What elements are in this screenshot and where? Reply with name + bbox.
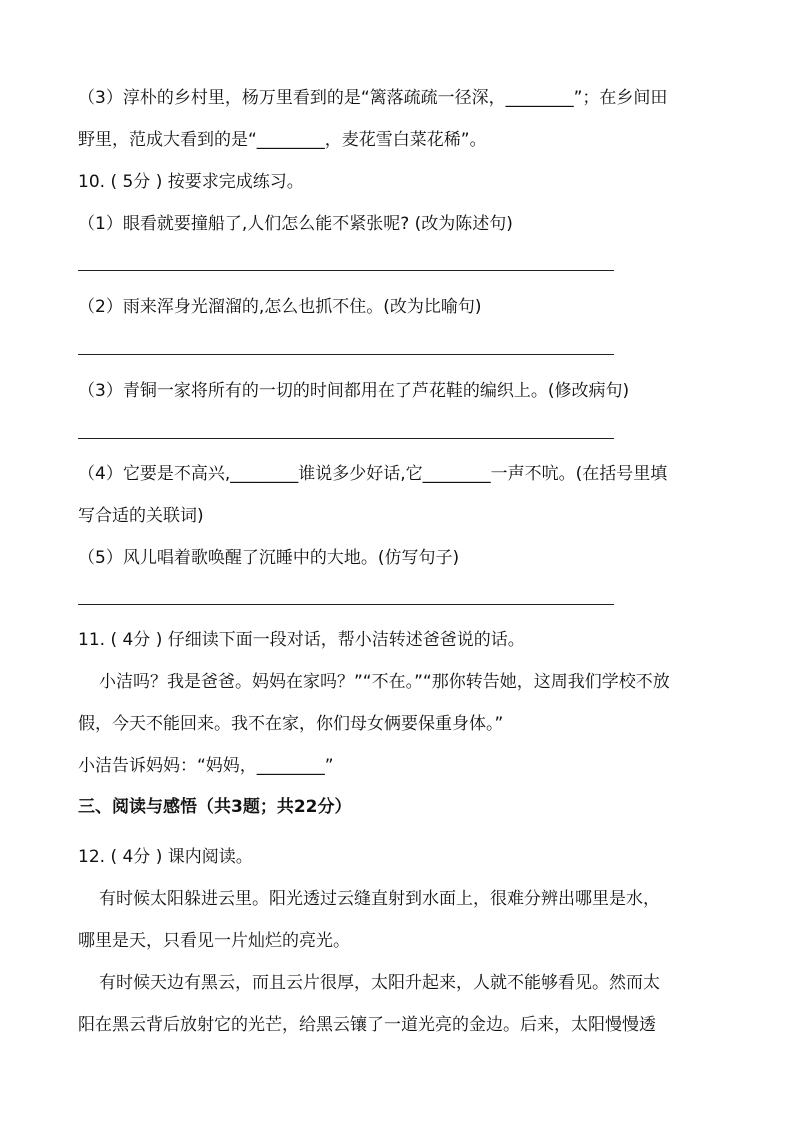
q11-answer-prompt: 小洁告诉妈妈：“妈妈，________” xyxy=(78,756,334,776)
q11-heading: 11. ( 4分 ) 仔细读下面一段对话，帮小洁转述爸爸说的话。 xyxy=(78,630,525,650)
passage-line4: 阳在黑云背后放射它的光芒，给黑云镶了一道光亮的金边。后来，太阳慢慢透 xyxy=(78,1015,656,1035)
q10-item5: （5）风儿唱着歌唤醒了沉睡中的大地。(仿写句子) xyxy=(78,548,460,568)
passage-line3: 有时候天边有黑云，而且云片很厚，太阳升起来，人就不能够看见。然而太 xyxy=(99,973,660,993)
section-3-heading: 三、阅读与感悟（共3题；共22分） xyxy=(78,797,352,817)
answer-line-1[interactable] xyxy=(78,270,614,271)
q10-item4-line2: 写合适的关联词) xyxy=(78,506,204,526)
answer-line-3[interactable] xyxy=(78,438,614,439)
passage-line2: 哪里是天，只看见一片灿烂的亮光。 xyxy=(78,931,350,951)
q10-item4-line1: （4）它要是不高兴,________谁说多少好话,它________一声不吭。(在括号里填 xyxy=(78,464,668,484)
q9-part3-line1: （3）淳朴的乡村里，杨万里看到的是“篱落疏疏一径深，________”；在乡间田 xyxy=(78,88,668,108)
q10-heading: 10. ( 5分 ) 按要求完成练习。 xyxy=(78,172,304,192)
q11-dialogue-line2: 假，今天不能回来。我不在家，你们母女俩要保重身体。” xyxy=(78,714,504,734)
q10-item1: （1）眼看就要撞船了,人们怎么能不紧张呢? (改为陈述句) xyxy=(78,214,513,234)
passage-line1: 有时候太阳躲进云里。阳光透过云缝直射到水面上，很难分辨出哪里是水， xyxy=(99,889,660,909)
q10-item3: （3）青铜一家将所有的一切的时间都用在了芦花鞋的编织上。(修改病句) xyxy=(78,381,630,401)
q9-part3-line2: 野里，范成大看到的是“________，麦花雪白菜花稀”。 xyxy=(78,130,487,150)
q11-dialogue-line1: 小洁吗？我是爸爸。妈妈在家吗？”“不在。”“那你转告她，这周我们学校不放 xyxy=(99,672,670,692)
answer-line-2[interactable] xyxy=(78,354,614,355)
q10-item2: （2）雨来浑身光溜溜的,怎么也抓不住。(改为比喻句) xyxy=(78,297,482,317)
q12-heading: 12. ( 4分 ) 课内阅读。 xyxy=(78,847,253,867)
answer-line-4[interactable] xyxy=(78,604,614,605)
